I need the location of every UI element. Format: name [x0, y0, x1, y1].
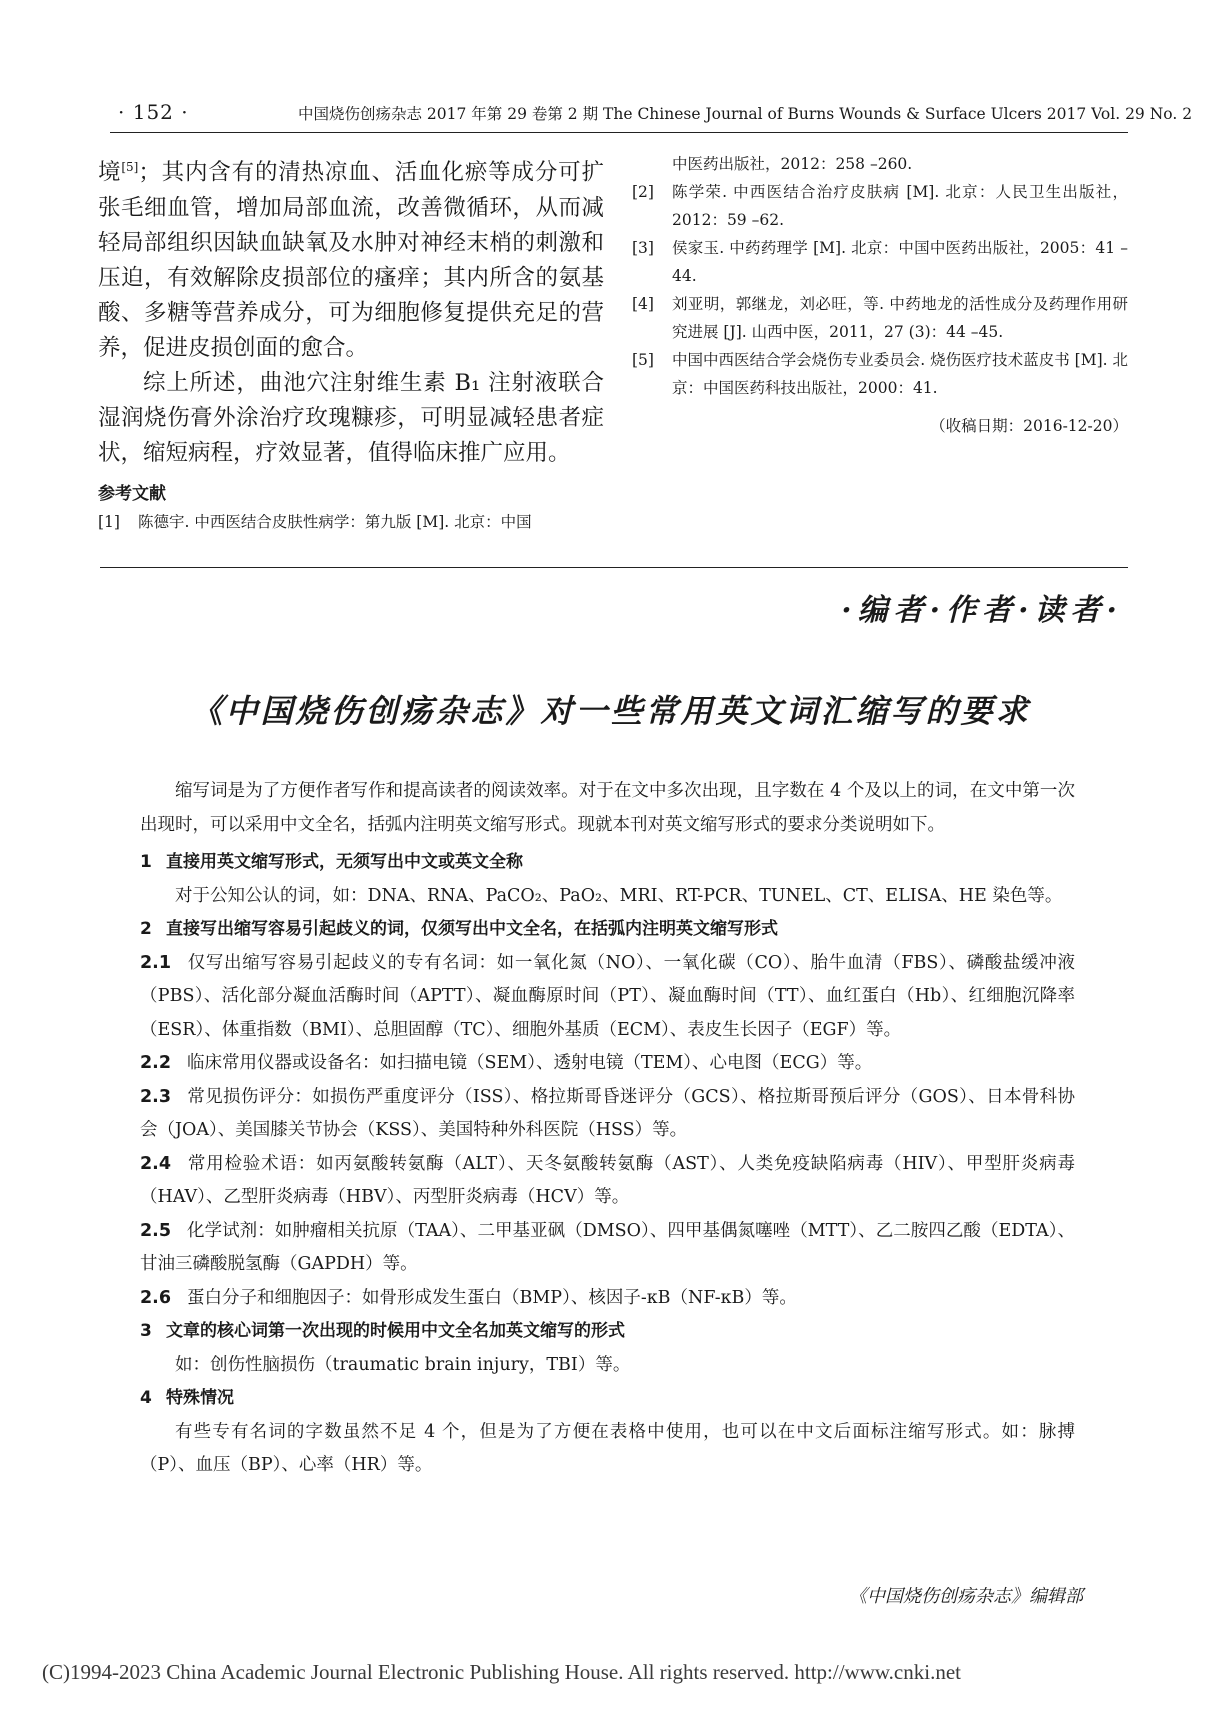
reference-text: 刘亚明，郭继龙，刘必旺，等. 中药地龙的活性成分及药理作用研究进展 [J]. 山西中医，2011，27 (3)：44 –45. [672, 295, 1128, 341]
section-title: 直接用英文缩写形式，无须写出中文或英文全称 [166, 852, 523, 872]
reference-item [98, 508, 604, 536]
left-column [98, 150, 604, 536]
subsection [140, 1081, 1075, 1148]
subsection-number: 2.2 [140, 1053, 172, 1073]
reference-number: [3] [632, 239, 654, 257]
reference-continuation: 中医药出版社，2012：258 –260. [672, 155, 913, 173]
page-number: · 152 · [118, 100, 189, 124]
reference-number: [5] [632, 351, 654, 369]
section-number: 4 [140, 1388, 152, 1408]
subsection [140, 1148, 1075, 1215]
paragraph-text: ；其内含有的清热凉血、活血化瘀等成分可扩张毛细血管，增加局部血流，改善微循环，从而减轻局部组织因缺血缺氧及水肿对神经末梢的刺激和压迫，有效解除皮损部位的瘙痒；其内所含的氨基酸、多糖等营养成分，可为细胞修复提供充足的营养，促进皮损创面的愈合。 [98, 159, 604, 361]
conclusion-paragraph: 综上所述，曲池穴注射维生素 B₁ 注射液联合湿润烧伤膏外涂治疗玫瑰糠疹，可明显减轻患者症状，缩短病程，疗效显著，值得临床推广应用。 [98, 369, 604, 466]
reference-item [632, 178, 1128, 234]
subsection-text: 蛋白分子和细胞因子：如骨形成发生蛋白（BMP）、核因子-κB（NF-κB）等。 [187, 1287, 797, 1308]
subsection [140, 1047, 1075, 1081]
reference-number: [4] [632, 295, 654, 313]
subsection [140, 1215, 1075, 1282]
section-divider [100, 567, 1128, 568]
reference-text: 陈德宇. 中西医结合皮肤性病学：第九版 [M]. 北京：中国 [138, 512, 532, 531]
reference-text: 中国中西医结合学会烧伤专业委员会. 烧伤医疗技术蓝皮书 [M]. 北京：中国医药科技出版社，2000：41. [672, 351, 1128, 397]
column-tag: ·编者·作者·读者· [841, 593, 1123, 628]
running-title: 中国烧伤创疡杂志 2017 年第 29 卷第 2 期 The Chinese Journal of Burns Wounds & Surface Ulcers 2017 Vol. 29 No. 2 [298, 105, 1193, 123]
subsection [140, 947, 1075, 1048]
references-heading: 参考文献 [98, 483, 166, 504]
subsection-text: 临床常用仪器或设备名：如扫描电镜（SEM）、透射电镜（TEM）、心电图（ECG）等。 [187, 1053, 873, 1073]
received-date: （收稿日期：2016-12-20） [930, 417, 1128, 435]
section-number: 3 [140, 1321, 152, 1341]
section-text: 对于公知公认的词，如：DNA、RNA、PaCO₂、PaO₂、MRI、RT-PCR、TUNEL、CT、ELISA、HE 染色等。 [175, 885, 1063, 906]
reference-number: [2] [632, 183, 654, 201]
subsection-number: 2.6 [140, 1287, 172, 1308]
reference-text: 侯家玉. 中药药理学 [M]. 北京：中国中医药出版社，2005：41 –44. [672, 239, 1128, 285]
section-heading [140, 913, 1075, 947]
subsection-number: 2.5 [140, 1220, 172, 1241]
subsection-text: 仅写出缩写容易引起歧义的专有名词：如一氧化氮（NO）、一氧化碳（CO）、胎牛血清（FBS）、磷酸盐缓冲液（PBS）、活化部分凝血活酶时间（APTT）、凝血酶原时间（PT）、凝血酶时间（TT）、血红蛋白（Hb）、红细胞沉降率（ESR）、体重指数（BMI）、总胆固醇（TC）、细胞外基质（ECM）、表皮生长因子（EGF）等。 [140, 952, 1075, 1040]
subsection [140, 1282, 1075, 1316]
section-text: 有些专有名词的字数虽然不足 4 个，但是为了方便在表格中使用，也可以在中文后面标注缩写形式。如：脉搏（P）、血压（BP）、心率（HR）等。 [140, 1421, 1075, 1475]
section-heading [140, 846, 1075, 880]
reference-item [632, 290, 1128, 346]
section-text: 如：创伤性脑损伤（traumatic brain injury，TBI）等。 [175, 1354, 631, 1375]
reference-item [632, 234, 1128, 290]
subsection-text: 常用检验术语：如丙氨酸转氨酶（ALT）、天冬氨酸转氨酶（AST）、人类免疫缺陷病毒（HIV）、甲型肝炎病毒（HAV）、乙型肝炎病毒（HBV）、丙型肝炎病毒（HCV）等。 [140, 1153, 1075, 1207]
section-heading [140, 1382, 1075, 1416]
section-title: 直接写出缩写容易引起歧义的词，仅须写出中文全名，在括弧内注明英文缩写形式 [166, 919, 778, 939]
copyright-footer: (C)1994-2023 China Academic Journal Electronic Publishing House. All rights reserved. http://www.cnki.net [42, 1660, 961, 1684]
header-rule [110, 132, 1128, 133]
section-title: 文章的核心词第一次出现的时候用中文全名加英文缩写的形式 [166, 1321, 625, 1341]
section-title: 特殊情况 [166, 1388, 234, 1408]
reference-item [632, 346, 1128, 402]
section-heading [140, 1315, 1075, 1349]
citation-sup: [5] [121, 160, 139, 174]
intro-paragraph: 缩写词是为了方便作者写作和提高读者的阅读效率。对于在文中多次出现，且字数在 4 个及以上的词，在文中第一次出现时，可以采用中文全名，括弧内注明英文缩写形式。现就本刊对英文缩写形式的要求分类说明如下。 [140, 781, 1075, 835]
notice-body [140, 775, 1075, 1483]
body-paragraph [98, 150, 604, 366]
editorial-signature: 《中国烧伤创疡杂志》编辑部 [849, 1586, 1083, 1607]
right-column [632, 150, 1128, 436]
subsection-number: 2.3 [140, 1086, 172, 1107]
reference-text: 陈学荣. 中西医结合治疗皮肤病 [M]. 北京：人民卫生出版社，2012：59 –62. [672, 183, 1128, 229]
paragraph-text: 境 [98, 159, 122, 186]
subsection-number: 2.4 [140, 1153, 172, 1174]
subsection-text: 常见损伤评分：如损伤严重度评分（ISS）、格拉斯哥昏迷评分（GCS）、格拉斯哥预后评分（GOS）、日本骨科协会（JOA）、美国膝关节协会（KSS）、美国特种外科医院（HSS）等。 [140, 1086, 1075, 1140]
article-title: 《中国烧伤创疡杂志》对一些常用英文词汇缩写的要求 [190, 692, 1031, 730]
reference-number: [1] [98, 512, 120, 531]
section-number: 2 [140, 919, 152, 939]
subsection-number: 2.1 [140, 952, 172, 973]
section-number: 1 [140, 852, 152, 872]
subsection-text: 化学试剂：如肿瘤相关抗原（TAA）、二甲基亚砜（DMSO）、四甲基偶氮噻唑（MTT）、乙二胺四乙酸（EDTA）、甘油三磷酸脱氢酶（GAPDH）等。 [140, 1220, 1075, 1274]
